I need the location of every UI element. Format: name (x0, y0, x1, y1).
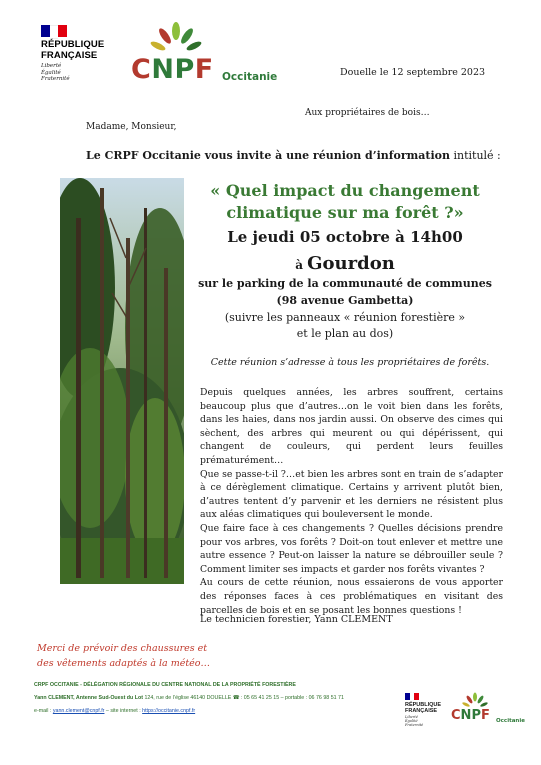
body-paragraph: Depuis quelques années, les arbres souffrent, certains beaucoup plus que d’autres…on le voit bien dans les forêts, dans les haies, dans nos jardin aussi. On observe des cimes qui sèchent, des arbres qui meurent ou qui dépérissent, qui changent de couleurs, qui perdent leurs feuilles prématurément… (200, 387, 503, 466)
republique-francaise-title: RÉPUBLIQUE FRANÇAISE (41, 39, 105, 61)
footer-republique-title: RÉPUBLIQUE FRANÇAISE (405, 702, 442, 714)
invitation-line: Le CRPF Occitanie vous invite à une réunion d’information intitulé : (86, 149, 501, 162)
forest-photo (60, 178, 184, 584)
letter-body (200, 386, 503, 617)
cnpf-letter-p: P (174, 54, 195, 85)
audience-note: Cette réunion s’adresse à tous les propriétaires de forêts. (210, 357, 490, 368)
cnpf-letter-c: C (131, 54, 152, 85)
letter-salutation: Madame, Monsieur, (86, 122, 177, 132)
cnpf-letter-f: F (194, 54, 214, 85)
event-place-line-3: (suivre les panneaux « réunion forestière » (224, 311, 466, 324)
republique-francaise-flag (41, 25, 67, 37)
signature: Le technicien forestier, Yann CLEMENT (200, 614, 393, 625)
event-location: à Gourdon (295, 253, 395, 274)
footer-cnpf-region: Occitanie (496, 718, 525, 724)
body-paragraph: Que se passe-t-il ?…et bien les arbres sont en train de s’adapter à ce dérèglement climatique. Certains y arrivent plutôt bien, d’autres tentent d’y parvenir et les derniers ne résistent plus aux aléas climatiques qui bouleversent le monde. (200, 468, 503, 521)
letter-date: Douelle le 12 septembre 2023 (340, 67, 486, 78)
cnpf-leaves-logo-icon (150, 22, 202, 56)
footer-republique-motto: Liberté Égalité Fraternité (405, 715, 424, 727)
website-link[interactable]: https://occitanie.cnpf.fr (142, 708, 196, 714)
equipment-note: Merci de prévoir des chaussures et des vêtements adaptés à la météo… (37, 643, 211, 669)
letter-recipient: Aux propriétaires de bois… (305, 108, 430, 118)
footer-cnpf-logo-text: CNPF (451, 708, 490, 723)
footer-web: e-mail : yann.clement@cnpf.fr – site internet : https://occitanie.cnpf.fr (34, 708, 196, 714)
event-date-time: Le jeudi 05 octobre à 14h00 (227, 228, 463, 246)
cnpf-region: Occitanie (222, 71, 278, 83)
footer-contact: Yann CLEMENT, Antenne Sud-Ouest du Lot 124, rue de l’église 46140 DOUELLE ☎ : 05 65 41 25 15 – portable : 06 76 98 51 71 (34, 695, 344, 701)
republique-motto: Liberté Égalité Fraternité (41, 63, 70, 82)
event-place-line-2: (98 avenue Gambetta) (276, 294, 414, 307)
footer-organization: CRPF OCCITANIE - DÉLÉGATION RÉGIONALE DU CENTRE NATIONAL DE LA PROPRIÉTÉ FORESTIÈRE (34, 682, 296, 688)
footer (34, 679, 344, 718)
footer-republique-flag (405, 693, 419, 700)
email-link[interactable]: yann.clement@cnpf.fr (52, 708, 105, 714)
event-place-line-1: sur le parking de la communauté de communes (198, 277, 492, 290)
cnpf-logo-text (131, 55, 214, 85)
cnpf-letter-n: N (151, 54, 175, 85)
body-paragraph: Au cours de cette réunion, nous essaierons de vous apporter des réponses faces à ces problématiques en visitant des parcelles de bois et en se posant les bonnes questions ! (200, 577, 503, 616)
body-paragraph: Que faire face à ces changements ? Quelles décisions prendre pour vos arbres, vos forêts ? Doit-on tout enlever et mettre une autre essence ? Peut-on laisser la nature se débrouiller seule ? Comment limiter ses impacts et garder nos forêts vivantes ? (200, 522, 503, 575)
event-place-line-4: et le plan au dos) (296, 327, 394, 340)
event-title: « Quel impact du changement climatique sur ma forêt ?» (210, 181, 480, 222)
